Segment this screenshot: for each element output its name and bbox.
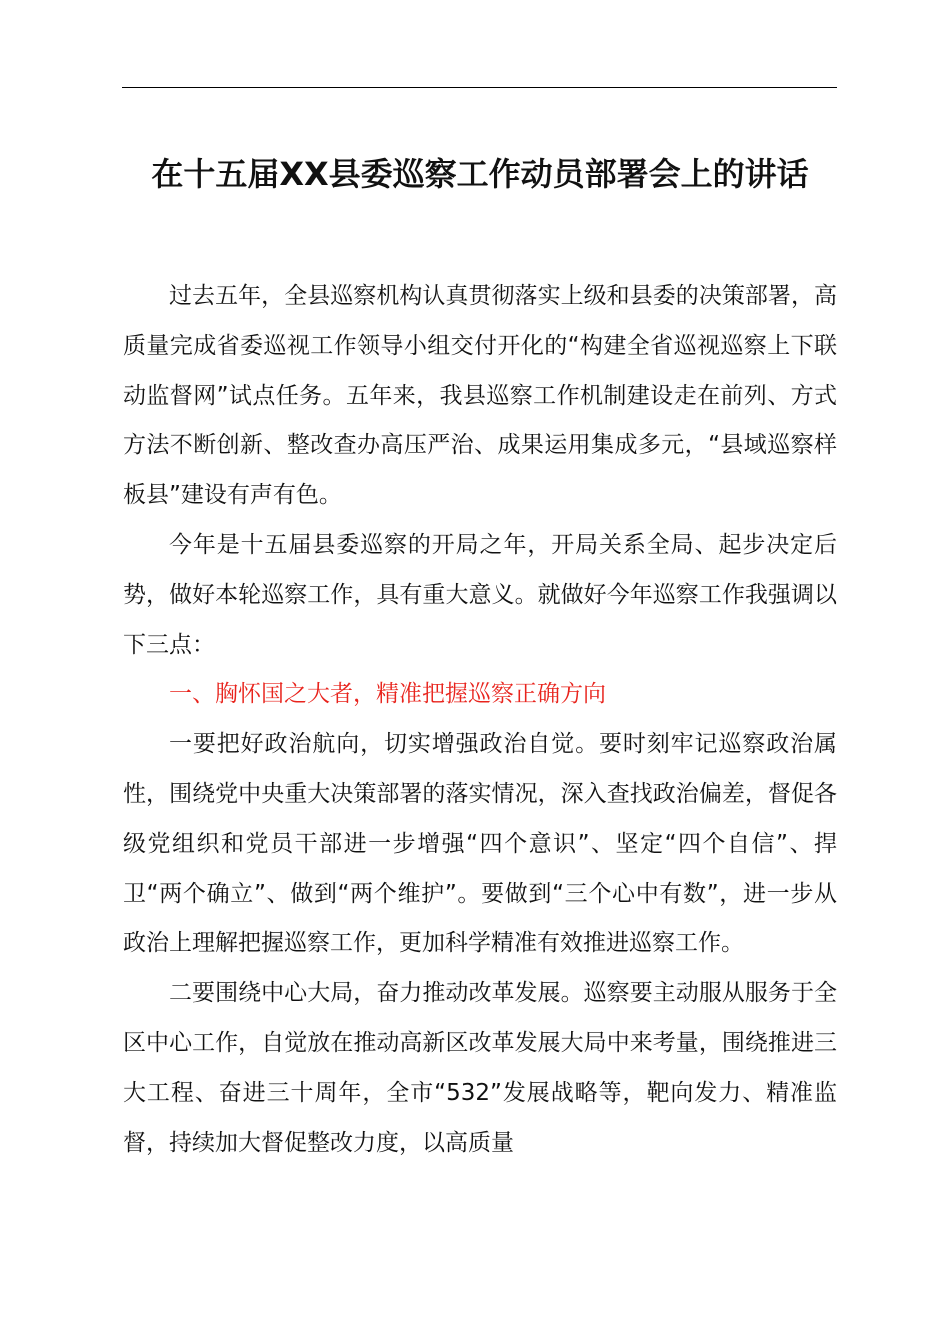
paragraph-significance: 今年是十五届县委巡察的开局之年，开局关系全局、起步决定后势，做好本轮巡察工作，具有重大意义。就做好今年巡察工作我强调以下三点： (123, 531, 837, 658)
paragraph-point-2: 二要围绕中心大局，奋力推动改革发展。巡察要主动服从服务于全区中心工作，自觉放在推动高新区改革发展大局中来考量，围绕推进三大工程、奋进三十周年，全市“532”发展战略等，靶向发力、精准监督，持续加大督促整改力度，以高质量 (123, 980, 837, 1156)
paragraph-intro: 过去五年，全县巡察机构认真贯彻落实上级和县委的决策部署，高质量完成省委巡视工作领导小组交付开化的“构建全省巡视巡察上下联动监督网”试点任务。五年来，我县巡察工作机制建设走在前列、方式方法不断创新、整改查办高压严治、成果运用集成多元，“县域巡察样板县”建设有声有色。 (123, 283, 837, 509)
header-rule (122, 87, 837, 88)
document-body (123, 272, 837, 1168)
document-title: 在十五届XX县委巡察工作动员部署会上的讲话 (151, 155, 809, 193)
paragraph-point-1: 一要把好政治航向，切实增强政治自觉。要时刻牢记巡察政治属性，围绕党中央重大决策部署的落实情况，深入查找政治偏差，督促各级党组织和党员干部进一步增强“四个意识”、坚定“四个自信”、捍卫“两个确立”、做到“两个维护”。要做到“三个心中有数”，进一步从政治上理解把握巡察工作，更加科学精准有效推进巡察工作。 (123, 731, 837, 957)
section-heading-1: 一、胸怀国之大者，精准把握巡察正确方向 (169, 681, 606, 708)
